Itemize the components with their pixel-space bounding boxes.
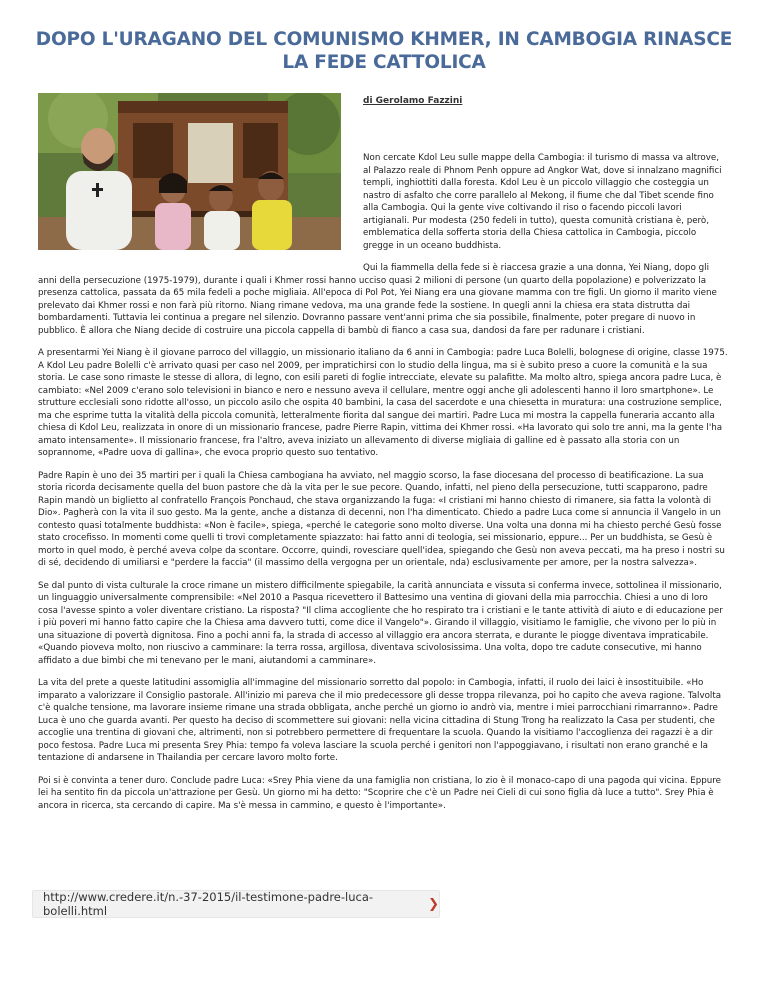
source-link[interactable]: http://www.credere.it/n.-37-2015/il-testimone-padre-luca-bolelli.html — [43, 890, 374, 918]
paragraph-3: A presentarmi Yei Niang è il giovane parroco del villaggio, un missionario italiano da 6 anni in Cambogia: padre Luca Bolelli, bolognese di origine, classe 1975. A Kdol Leu padre Bolelli c'è arrivato quasi per caso nel 2009, per impratichirsi con lo studio della lingua, ma si è subito preso a cuore la comunità e la sua storia. Le case sono rimaste le stesse di allora, di legno, con esili pareti di foglie intrecciate, elevate su palafitte. Ma molto altro, spiega ancora padre Luca, è cambiato: «Nel 2009 c'erano solo televisioni in bianco e nero e nessuno aveva il cellulare, mentre oggi anche gli adolescenti hanno il loro smartphone». Le strutture ecclesiali sono ridotte all'osso, un piccolo asilo che ospita 40 bambini, la casa del sacerdote e una chiesetta in muratura: una costruzione semplice, ma che esprime tutta la vitalità della piccola comunità, letteralmente fiorita dal sangue dei martiri. Padre Luca mi mostra la cappella funeraria accanto alla chiesa di Kdol Leu, realizzata in onore di un missionario francese, padre Pierre Rapin, vittima dei Khmer rossi. «Ha lavorato qui solo tre anni, ma la gente l'ha amato intensamente». Il missionario francese, fra l'altro, aveva iniziato un allevamento di diverse migliaia di galline ed è passato alla storia con un soprannome, «Padre uova di gallina», che evoca proprio questo suo tentativo. — [38, 348, 728, 458]
paragraph-6: La vita del prete a queste latitudini assomiglia all'immagine del missionario sorretto dal popolo: in Cambogia, infatti, il ruolo dei laici è insostituibile. «Ho imparato a valorizzare il Consiglio pastorale. All'inizio mi pareva che il mio predecessore gli desse troppa rilevanza, poi ho capito che aveva ragione. Talvolta c'è qualche tensione, ma lavorare insieme rimane una strada obbligata, anche perché un giorno io andrò via, mentre i miei parrocchiani rimarranno». Padre Luca è uno che guarda avanti. Per questo ha deciso di scommettere sui giovani: nella vicina cittadina di Stung Trong ha realizzato la Casa per studenti, che accoglie una trentina di giovani che, altrimenti, non si potrebbero permettere di frequentare la scuola. Quando la visitiamo l'accoglienza dei ragazzi è a dir poco festosa. Padre Luca mi presenta Srey Phia: tempo fa voleva lasciare la scuola perché i genitori non l'appoggiavano, i risultati non erano granché e la tentazione di andarsene in Thailandia per cercare lavoro molto forte. — [38, 678, 722, 763]
source-link-bar[interactable] — [32, 890, 440, 918]
article-byline[interactable]: di Gerolamo Fazzini — [363, 96, 463, 106]
paragraph-7: Poi si è convinta a tener duro. Conclude padre Luca: «Srey Phia viene da una famiglia non cristiana, lo zio è il monaco-capo di una pagoda qui vicina. Eppure lei ha sentito fin da piccola un'attrazione per Gesù. Un giorno mi ha detto: "Scoprire che c'è un Padre nei Cieli di cui sono figlia dà luce a tutto". Srey Phia è ancora in ricerca, sta cercando di capire. Ma s'è messa in cammino, e questo è l'importante». — [38, 775, 721, 811]
paragraph-1: Non cercate Kdol Leu sulle mappe della Cambogia: il turismo di massa va altrove, al Palazzo reale di Phnom Penh oppure ad Angkor Wat, dove si innalzano magnifici templi, inghiottiti dalla foresta. Kdol Leu è un piccolo villaggio che costeggia un nastro di asfalto che corre parallelo al Mekong, il fiume che dal Tibet scende fino alla Cambogia. Qui la gente vive coltivando il riso o facendo piccoli lavori artigianali. Pur modesta (250 fedeli in tutto), questa comunità cristiana è, però, emblematica della sofferta storia della Chiesa cattolica in Cambogia, piccolo gregge in un oceano buddhista. — [363, 153, 722, 251]
paragraph-2: Qui la fiammella della fede si è riaccesa grazie a una donna, Yei Niang, dopo gli anni della persecuzione (1975-1979), durante i quali i Khmer rossi hanno ucciso quasi 2 milioni di persone (un quarto della popolazione) e polverizzato la presenza cattolica, passata da 65 mila fedeli a poche migliaia. All'epoca di Pol Pot, Yei Niang era una giovane mamma con tre figli. Un giorno il marito viene prelevato dai Khmer rossi e non farà più ritorno. Niang rimane vedova, ma una grande fede la sostiene. In quegli anni la chiesa era stata distrutta dai bombardamenti. Tuttavia lei continua a pregare nel silenzio. Dovranno passare vent'anni prima che sia possibile, finalmente, poter pregare di nuovo in pubblico. È allora che Niang decide di costruire una piccola cappella di bambù di fianco a casa sua, dandosi da fare per radunare i cristiani. — [38, 263, 717, 336]
article-body — [38, 152, 728, 822]
paragraph-5: Se dal punto di vista culturale la croce rimane un mistero difficilmente spiegabile, la carità annunciata e vissuta si conferma invece, sottolinea il missionario, un linguaggio universalmente comprensibile: «Nel 2010 a Pasqua ricevettero il Battesimo una ventina di giovani della mia parrocchia. Chiesi a uno di loro cosa l'avesse spinto a voler diventare cristiano. La risposta? "Il clima accogliente che ho respirato tra i cristiani e le tante attività di aiuto e di educazione per i più poveri mi hanno fatto capire che la Chiesa ama davvero tutti, come dice il Vangelo"». Girando il villaggio, visitiamo le famiglie, che vivono per lo più in una situazione di povertà dignitosa. Fino a pochi anni fa, la strada di accesso al villaggio era ancora sterrata, e durante le piogge diventava impraticabile. «Quando pioveva molto, non riuscivo a camminare: la terra rossa, argillosa, diventava scivolosissima. Una volta, dopo tre cadute consecutive, mi hanno affidato a due bimbi che mi tenevano per le mani, aiutandomi a camminare». — [38, 580, 723, 666]
photo-float-spacer — [38, 152, 363, 270]
chevron-right-icon: ❯ — [428, 896, 439, 912]
paragraph-4: Padre Rapin è uno dei 35 martiri per i quali la Chiesa cambogiana ha avviato, nel maggio scorso, la fase diocesana del processo di beatificazione. La sua storia ricorda decisamente quella del buon pastore che dà la vita per le sue pecore. Quando, infatti, nel pieno della persecuzione, tutti scapparono, padre Rapin mandò un biglietto al confratello François Ponchaud, che stava organizzando la fuga: «I cristiani mi hanno chiesto di rimanere, sia fatta la volontà di Dio». Pagherà con la vita il suo gesto. Ma la gente, anche a distanza di decenni, non l'ha dimenticato. Chiedo a padre Luca come si annuncia il Vangelo in un contesto quasi totalmente buddhista: «Non è facile», spiega, «perché le categorie sono molto diverse. Una volta una donna mi ha chiesto perché Gesù fosse stato crocefisso. In momenti come quelli ti trovi completamente spiazzato: hai fatto anni di teologia, sei missionario, eppure... Per un buddhista, se Gesù è morto in quel modo, è perché aveva colpe da scontare. Occorre, quindi, rovesciare quell'idea, spiegando che Gesù non aveva peccati, ma ha preso i nostri su di sé, decidendo di umiliarsi e "perdere la faccia" (il massimo della vergogna per un orientale, nda) esclusivamente per amore, per la nostra salvezza». — [38, 470, 725, 568]
article-title: DOPO L'URAGANO DEL COMUNISMO KHMER, IN CAMBOGIA RINASCE LA FEDE CATTOLICA — [35, 29, 733, 73]
